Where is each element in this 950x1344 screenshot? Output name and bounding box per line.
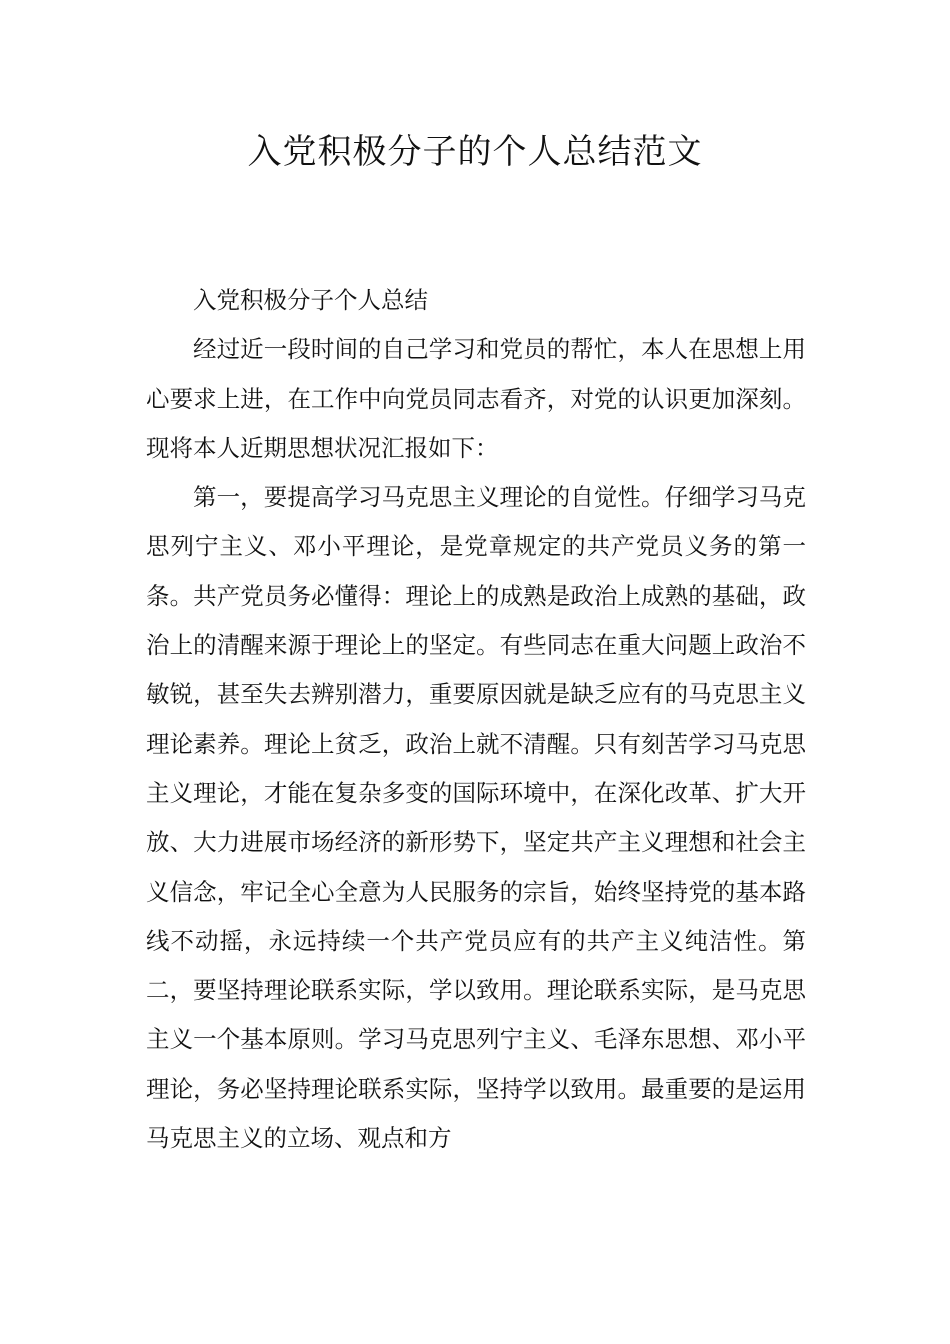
document-title: 入党积极分子的个人总结范文 <box>247 132 703 172</box>
document-body <box>146 276 806 1163</box>
paragraph-intro: 经过近一段时间的自己学习和党员的帮忙，本人在思想上用心要求上进，在工作中向党员同志看齐，对党的认识更加深刻。现将本人近期思想状况汇报如下： <box>146 335 806 462</box>
paragraph-subtitle: 入党积极分子个人总结 <box>193 286 428 314</box>
paragraph-main: 第一，要提高学习马克思主义理论的自觉性。仔细学习马克思列宁主义、邓小平理论，是党章规定的共产党员义务的第一条。共产党员务必懂得：理论上的成熟是政治上成熟的基础，政治上的清醒来源于理论上的坚定。有些同志在重大问题上政治不敏锐，甚至失去辨别潜力，重要原因就是缺乏应有的马克思主义理论素养。理论上贫乏，政治上就不清醒。只有刻苦学习马克思主义理论，才能在复杂多变的国际环境中，在深化改革、扩大开放、大力进展市场经济的新形势下，坚定共产主义理想和社会主义信念，牢记全心全意为人民服务的宗旨，始终坚持党的基本路线不动摇，永远持续一个共产党员应有的共产主义纯洁性。第二，要坚持理论联系实际，学以致用。理论联系实际，是马克思主义一个基本原则。学习马克思列宁主义、毛泽东思想、邓小平理论，务必坚持理论联系实际，坚持学以致用。最重要的是运用马克思主义的立场、观点和方 <box>146 483 806 1153</box>
